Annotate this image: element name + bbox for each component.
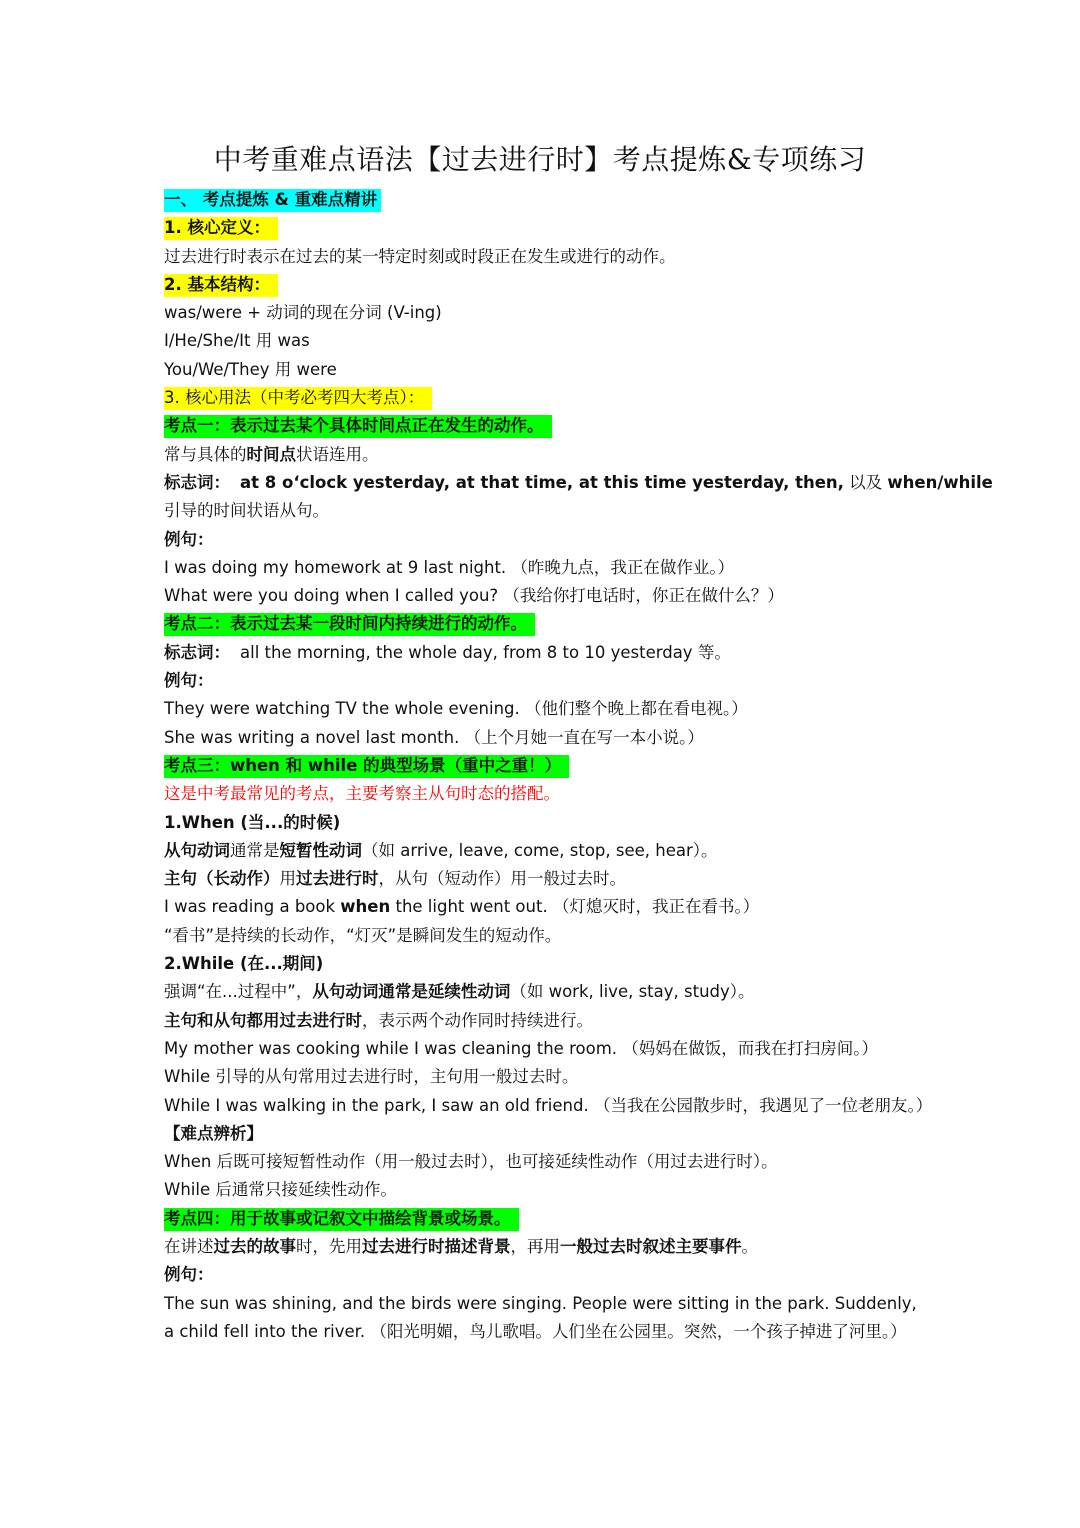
point1-markers-cont: 引导的时间状语从句。 bbox=[164, 501, 329, 521]
page-title: 中考重难点语法【过去进行时】考点提炼&专项练习 bbox=[213, 143, 867, 176]
point3-note: 这是中考最常见的考点，主要考察主从句时态的搭配。 bbox=[164, 784, 560, 804]
point4-example-label: 例句： bbox=[164, 1265, 214, 1285]
point1-example: What were you doing when I called you? （我给你打电话时，你正在做什么？） bbox=[164, 586, 784, 606]
point2-example: They were watching TV the whole evening. （他们整个晚上都在看电视。） bbox=[164, 699, 748, 719]
structure-line: I/He/She/It 用 was bbox=[164, 331, 310, 351]
while-explanation: While 引导的从句常用过去进行时，主句用一般过去时。 bbox=[164, 1067, 579, 1087]
while-rule: 主句和从句都用过去进行时，表示两个动作同时持续进行。 bbox=[164, 1010, 593, 1030]
when-rule: 主句（长动作）用过去进行时，从句（短动作）用一般过去时。 bbox=[164, 869, 626, 889]
analysis-line: While 后通常只接延续性动作。 bbox=[164, 1180, 397, 1200]
structure-line: was/were + 动词的现在分词 (V-ing) bbox=[164, 303, 442, 323]
point4-desc: 在讲述过去的故事时，先用过去进行时描述背景，再用一般过去时叙述主要事件。 bbox=[164, 1236, 758, 1256]
point1-desc: 常与具体的时间点状语连用。 bbox=[164, 444, 379, 464]
while-rule: 强调“在...过程中”，从句动词通常是延续性动词（如 work, live, stay, study）。 bbox=[164, 982, 755, 1002]
point1-example: I was doing my homework at 9 last night. （昨晚九点，我正在做作业。） bbox=[164, 557, 735, 577]
section-heading: 一、 考点提炼 & 重难点精讲 bbox=[164, 186, 924, 214]
definition-heading: 1. 核心定义： bbox=[164, 214, 924, 242]
while-heading: 2.While (在...期间) bbox=[164, 954, 324, 974]
point4-example: The sun was shining, and the birds were singing. People were sitting in the park. Suddenly, a child fell into the river. （阳光明媚，鸟儿歌唱。人们坐在公园里。突然，一个孩子掉进了河里。） bbox=[164, 1293, 917, 1341]
structure-heading: 2. 基本结构： bbox=[164, 271, 924, 299]
when-heading: 1.When (当...的时候) bbox=[164, 812, 341, 832]
when-example: I was reading a book when the light went out. （灯熄灭时，我正在看书。） bbox=[164, 897, 760, 917]
point3-heading: 考点三：when 和 while 的典型场景（重中之重！） bbox=[164, 752, 924, 780]
analysis-line: When 后既可接短暂性动作（用一般过去时），也可接延续性动作（用过去进行时）。 bbox=[164, 1152, 778, 1172]
usage-heading: 3. 核心用法（中考必考四大考点）： bbox=[164, 384, 924, 412]
point4-heading: 考点四：用于故事或记叙文中描绘背景或场景。 bbox=[164, 1205, 924, 1233]
when-rule: 从句动词通常是短暂性动词（如 arrive, leave, come, stop, see, hear）。 bbox=[164, 840, 718, 860]
point2-markers: 标志词： all the morning, the whole day, from 8 to 10 yesterday 等。 bbox=[164, 642, 731, 662]
definition-text: 过去进行时表示在过去的某一特定时刻或时段正在发生或进行的动作。 bbox=[164, 246, 676, 266]
document-body bbox=[164, 186, 993, 1346]
point2-example-label: 例句： bbox=[164, 671, 214, 691]
when-explanation: “看书”是持续的长动作，“灯灭”是瞬间发生的短动作。 bbox=[164, 925, 562, 945]
analysis-heading: 【难点辨析】 bbox=[164, 1123, 263, 1143]
point2-example: She was writing a novel last month. （上个月她一直在写一本小说。） bbox=[164, 727, 704, 747]
structure-line: You/We/They 用 were bbox=[164, 359, 337, 379]
point1-heading: 考点一：表示过去某个具体时间点正在发生的动作。 bbox=[164, 412, 924, 440]
point1-markers: 标志词： at 8 o‘clock yesterday, at that time, at this time yesterday, then, 以及 when/while bbox=[164, 472, 993, 492]
while-example: My mother was cooking while I was cleaning the room. （妈妈在做饭，而我在打扫房间。） bbox=[164, 1038, 879, 1058]
while-example: While I was walking in the park, I saw an old friend. （当我在公园散步时，我遇见了一位老朋友。） bbox=[164, 1095, 933, 1115]
point1-example-label: 例句： bbox=[164, 529, 214, 549]
point2-heading: 考点二：表示过去某一段时间内持续进行的动作。 bbox=[164, 610, 924, 638]
